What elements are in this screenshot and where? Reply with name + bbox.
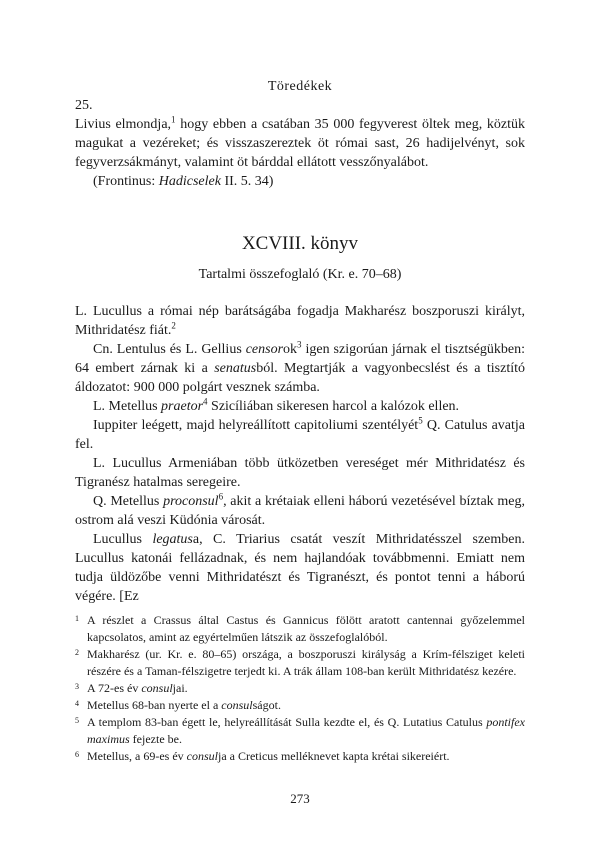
paragraph: Cn. Lentulus és L. Gellius censorok$^3$ igen szigorúan járnak el tisztségükben: 64 embert zárnak ki a senatusból. Megtartják a vagyonbecslést és a tisztító áldozatot: 900 000 polgárt vesznek számba. [75,339,526,395]
footnote-ref[interactable]: 4 [203,396,208,407]
paragraph: L. Metellus praetor$^4$ Szicíliában sikeresen harcol a kalózok ellen. [93,396,460,414]
footnote: 1 A részlet a Crassus által Castus és Gannicus fölött aratott cantennai győzelemmel kapcsolatos, amint az egyértelműen látszik az összefoglalóból. [75,612,525,646]
chapter-title: XCVIII. könyv [241,233,359,254]
paragraph: Lucullus legatusa, C. Triarius csatát veszít Mithridatésszel szemben. Lucullus katonái fellázadnak, és nem hajlandóak továbbmenni. Emiatt nem tudja üldözőbe venni Mithridatészt és Tigranészt, és pontot tenni a háború végére. [Ez [75,532,525,604]
fragment-text: Livius elmondja,$^1$ hogy ebben a csatában 35 000 fegyverest öltek meg, köztük magukat a vezéreket; és visszaszereztek öt római sast, 26 hadijelvényt, sok fegyverzsákmányt, valamint öt bárddal ellátott vesszőnyalábot. [75,114,525,170]
running-header: Töredékek [267,79,333,94]
paragraph: L. Lucullus a római nép barátságába fogadja Makharész boszporuszi királyt, Mithridatész fiát.$^2$ [75,304,525,338]
footnote-number: 3 [75,682,79,691]
paragraph: L. Lucullus Armeniában több ütközetben vereséget mér Mithridatész és Tigranész hatalmas seregeire. [75,456,525,490]
paragraph: Iuppiter leégett, majd helyreállított capitoliumi szentélyét$^5$ Q. Catulus avatja fel. [75,415,525,452]
footnote-ref[interactable]: 2 [171,320,176,331]
paragraph: Q. Metellus proconsul$^6$, akit a krétaiak elleni háború vezetésével bíztak meg, ostrom alá veszi Küdónia városát. [75,491,525,528]
footnote: 6 Metellus, a 69-es év consulja a Creticus melléknevet kapta krétai sikereiért. [75,748,525,765]
footnote-ref[interactable]: 6 [218,491,224,502]
footnote-ref[interactable]: 5 [418,415,423,426]
footnote: 5 A templom 83-ban égett le, helyreállítását Sulla kezdte el, és Q. Lutatius Catulus pontifex maximus fejezte be. [75,714,525,748]
summary-block [75,302,525,606]
footnote-ref[interactable]: 3 [297,339,302,350]
page-number: 273 [290,791,310,806]
footnote-number: 4 [75,699,79,708]
footnote: 3 A 72-es év consuljai. [75,680,525,697]
footnote-number: 2 [75,648,79,657]
footnote-number: 6 [75,750,79,759]
fragment-block [75,96,525,191]
footnote: 2 Makharész (ur. Kr. e. 80–65) országa, a boszporuszi királyság a Krím-félsziget keleti részére és a Taman-félszigetre terjedt ki. A trák állam 108-ban került Mithridatész kezére. [75,646,525,680]
fragment-source: (Frontinus: Hadicselek II. 5. 34) [93,174,274,189]
footnotes [75,612,525,765]
chapter-subtitle: Tartalmi összefoglaló (Kr. e. 70–68) [198,267,402,282]
footnote-number: 5 [75,716,79,725]
footnote-number: 1 [75,614,79,623]
footnote-ref[interactable]: 1 [171,114,176,125]
fragment-number: 25. [75,98,93,113]
footnote: 4 Metellus 68-ban nyerte el a consulságot. [75,697,525,714]
